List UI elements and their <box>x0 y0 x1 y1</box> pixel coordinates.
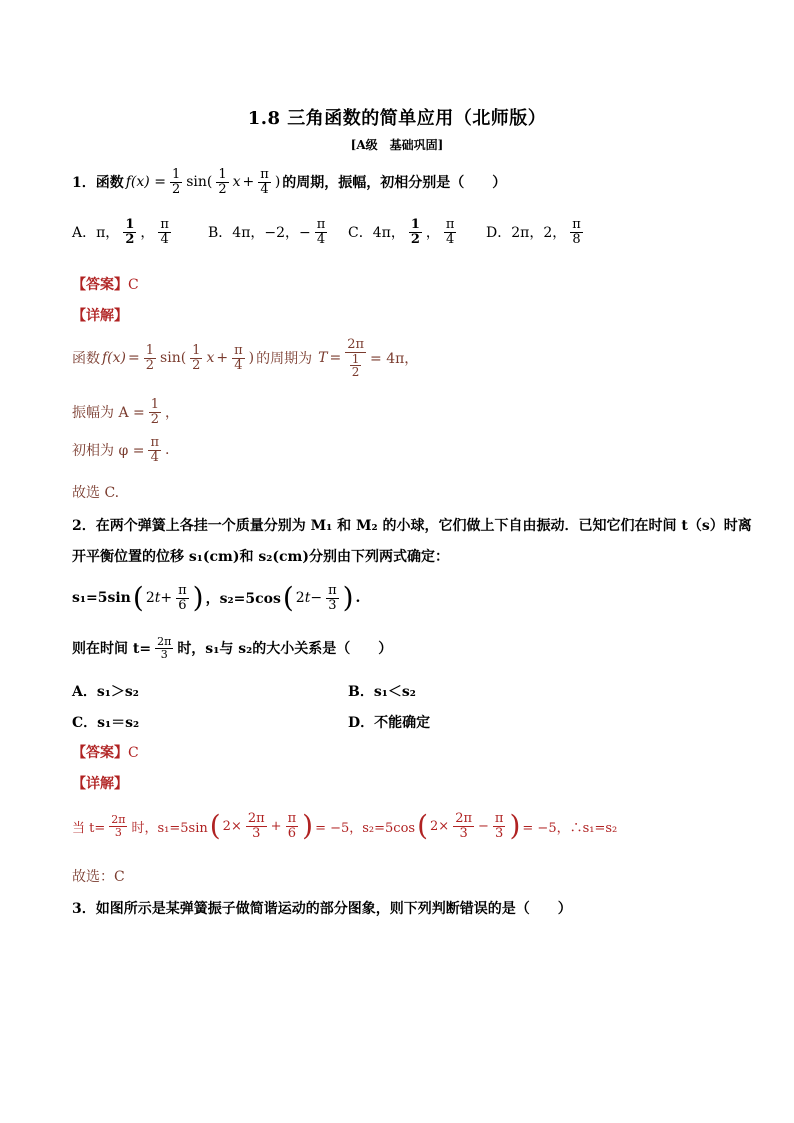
question-2-ask: 则在时间 t= $\frac{2\pi}{3}$ 时，s₁与 s₂的大小关系是（ ） <box>72 635 393 661</box>
q2-detail-tag: 【详解】 <box>72 776 128 792</box>
q2-answer: 【答案】C <box>72 745 139 761</box>
q1-option-b[interactable]: B．4π，−2，− $\frac{\pi}{4}$ <box>208 217 326 247</box>
q2-option-a[interactable]: A．s₁＞s₂ <box>72 684 139 700</box>
question-2-line2: 开平衡位置的位移 s₁(cm)和 s₂(cm)分别由下列两式确定： <box>72 549 449 565</box>
q1-detail-period: 函数 f(x) = $\frac{1}{2}$ sin( $\frac{1}{2}$ x + $\frac{\pi}{4}$ ) 的周期为 T = $\frac{2\pi}{\frac{1}{2}}$ = 4π， <box>72 337 419 380</box>
q1-answer: 【答案】C <box>72 277 139 293</box>
q1-conclusion: 故选 C. <box>72 485 120 501</box>
question-2-equations: s₁=5sin ( 2t+ $\frac{\pi}{6}$ ) ，s₂=5cos ( 2t− $\frac{\pi}{3}$ ) . <box>72 581 361 615</box>
q1-detail-amplitude: 振幅为 A = $\frac{1}{2}$ ， <box>72 397 180 427</box>
q2-option-b[interactable]: B．s₁＜s₂ <box>348 684 416 700</box>
q2-option-d[interactable]: D．不能确定 <box>348 715 431 731</box>
level-label: [A级 基础巩固] <box>350 138 444 152</box>
q1-option-a[interactable]: A．π， $\frac{1}{2}$ ， $\frac{\pi}{4}$ <box>72 217 169 247</box>
q2-option-c[interactable]: C．s₁＝s₂ <box>72 715 140 731</box>
q2-solution: 当 t= $\frac{2\pi}{3}$ 时，s₁=5sin ( 2× $\frac{2\pi}{3}$ + $\frac{\pi}{6}$ ) = −5，s₂=5cos ( 2× $\frac{2\pi}{3}$ − $\frac{\pi}{3}$ ) = −5，∴s₁=s₂ <box>72 809 618 843</box>
q1-option-c[interactable]: C．4π， $\frac{1}{2}$ ， $\frac{\pi}{4}$ <box>348 217 455 247</box>
question-2-line1: 2．在两个弹簧上各挂一个质量分别为 M₁ 和 M₂ 的小球，它们做上下自由振动．已知它们在时间 t（s）时离 <box>72 518 752 534</box>
q1-option-d[interactable]: D．2π，2， $\frac{\pi}{8}$ <box>486 217 581 247</box>
q1-detail-phase: 初相为 φ = $\frac{\pi}{4}$ . <box>72 435 170 465</box>
page-title: 1.8 三角函数的简单应用（北师版） <box>247 108 547 129</box>
q2-conclusion: 故选：C <box>72 869 125 885</box>
question-1: 1．函数 f(x) = $\frac{1}{2}$ sin( $\frac{1}{2}$ x + $\frac{\pi}{4}$ ) 的周期，振幅，初相分别是（ ） <box>72 167 507 197</box>
q1-detail-tag: 【详解】 <box>72 308 128 324</box>
question-3-line1: 3．如图所示是某弹簧振子做简谐运动的部分图象，则下列判断错误的是（ ） <box>72 901 572 917</box>
